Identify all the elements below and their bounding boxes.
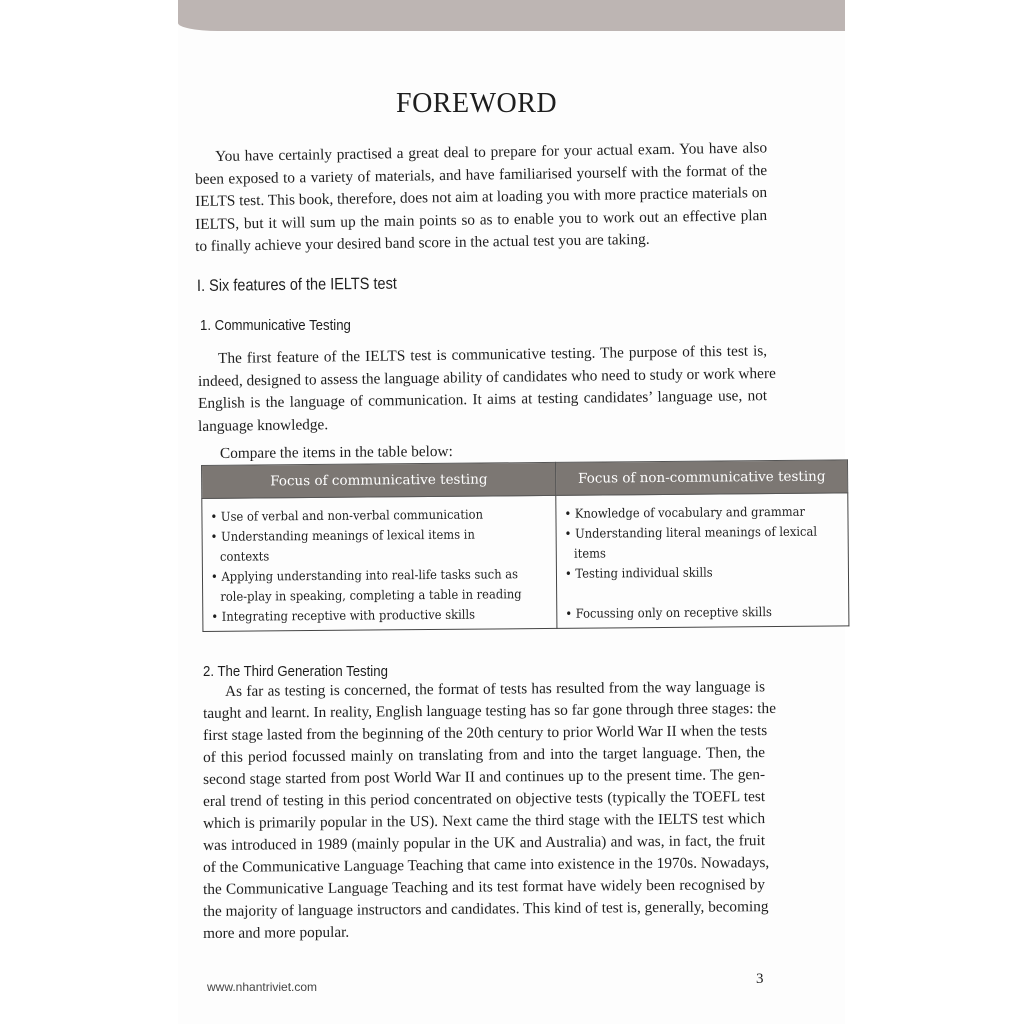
paragraph-line: As far as testing is concerned, the format of tests has resulted from the way language is (225, 678, 766, 700)
table-header: Focus of non-communicative testing (556, 460, 848, 496)
page-title: FOREWORD (396, 88, 558, 119)
table-cell-left (202, 495, 558, 631)
paragraph-line: You have certainly practised a great deal to prepare for your actual exam. You have also (215, 139, 768, 165)
footer-url: www.nhantriviet.com (207, 980, 318, 994)
comparison-table (201, 459, 849, 632)
table-item: • Understanding literal meanings of lexical (565, 523, 818, 541)
subsection-heading: 2. The Third Generation Testing (203, 663, 388, 680)
paragraph-line: indeed, designed to assess the language ability of candidates who need to study or work where (198, 364, 776, 390)
paragraph-line: first stage lasted from the beginning of the 20th century to prior World War II when the tests (203, 722, 768, 744)
subsection-heading: 1. Communicative Testing (200, 317, 351, 334)
table-item (566, 582, 819, 604)
table-item: role-play in speaking, completing a table in reading (220, 586, 522, 604)
paragraph-line: the Communicative Language Teaching and its test format have widely been recognised by (203, 876, 766, 898)
paragraph-line: language knowledge. (198, 415, 329, 435)
paragraph-line: of this period focussed mainly on translating from and into the target language. Then, the (203, 744, 766, 766)
table-item: contexts (219, 548, 270, 564)
paragraph-line: the majority of language instructors and candidates. This kind of test is, generally, becoming (203, 898, 769, 920)
paragraph-line: taught and learnt. In reality, English language testing has so far gone through three stages: the (203, 700, 777, 722)
page-top-shadow (178, 0, 845, 31)
paragraph-line: was introduced in 1989 (mainly popular in the UK and Australia) and was, in fact, the fruit (203, 832, 766, 854)
paragraph-line: second stage started from post World War II and continues up to the present time. The gen- (203, 766, 766, 788)
table-item: • Applying understanding into real-life tasks such as (210, 566, 519, 584)
table-item: • Focussing only on receptive skills (565, 604, 773, 621)
table-cell-right (556, 493, 848, 629)
table-item: • Use of verbal and non-verbal communication (210, 506, 484, 524)
table-item: • Integrating receptive with productive skills (211, 606, 476, 624)
paragraph-line: of the Communicative Language Teaching that came into existence in the 1970s. Nowadays, (203, 854, 770, 876)
paragraph-line: been exposed to a variety of materials, and have familiarised yourself with the format of the (195, 161, 768, 188)
table-item: • Understanding meanings of lexical items in (210, 526, 475, 544)
section-heading: I. Six features of the IELTS test (196, 274, 397, 295)
paragraph-line: more and more popular. (203, 923, 350, 942)
paragraph-line: English is the language of communication. It aims at testing candidates’ language use, not (198, 387, 768, 412)
compare-line: Compare the items in the table below: (219, 442, 453, 463)
paragraph-line: IELTS, but it will sum up the main points so as to enable you to work out an effective plan (195, 206, 768, 233)
paragraph-line: eral trend of testing in this period concentrated on objective tests (typically the TOEFL test (203, 788, 766, 810)
paragraph-line: which is primarily popular in the US). Next came the third stage with the IELTS test which (203, 810, 766, 832)
table-item: • Testing individual skills (565, 564, 714, 581)
paragraph-line: IELTS test. This book, therefore, does not aim at loading you with more practice materials on (195, 184, 768, 210)
page-number: 3 (756, 971, 764, 987)
paragraph-line: The first feature of the IELTS test is communicative testing. The purpose of this test is, (218, 342, 768, 367)
table-item: items (574, 545, 607, 561)
table-header: Focus of communicative testing (202, 462, 557, 498)
table-item: • Knowledge of vocabulary and grammar (564, 503, 806, 521)
paragraph-line: to finally achieve your desired band score in the actual test you are taking. (195, 230, 650, 255)
